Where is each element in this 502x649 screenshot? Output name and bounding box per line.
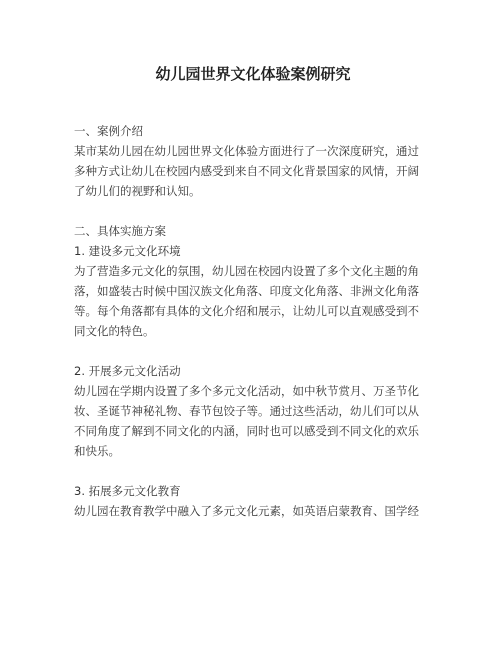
paragraph-line: 等。每个角落都有具体的文化介绍和展示，让幼儿可以直观感受到不 [74,304,419,318]
environment-paragraph [74,261,432,341]
subheading-environment: 1. 建设多元文化环境 [74,244,181,258]
paragraph-line: 为了营造多元文化的氛围，幼儿园在校园内设置了多个文化主题的角 [74,264,419,278]
activities-paragraph [74,381,432,461]
section-heading-plan: 二、具体实施方案 [74,224,166,238]
spacer [74,461,432,481]
education-paragraph [74,501,432,521]
paragraph-line: 多种方式让幼儿在校园内感受到来自不同文化背景国家的风情，开阔 [74,164,419,178]
paragraph-line: 落，如盛装古时候中国汉族文化角落、印度文化角落、非洲文化角落 [74,284,419,298]
subheading-activities: 2. 开展多元文化活动 [74,364,181,378]
paragraph-line: 幼儿园在教育教学中融入了多元文化元素，如英语启蒙教育、国学经 [74,504,419,518]
document-title: 幼儿园世界文化体验案例研究 [155,65,351,83]
subheading-education: 3. 拓展多元文化教育 [74,484,181,498]
spacer [74,341,432,361]
paragraph-line: 不同角度了解到不同文化的内涵，同时也可以感受到不同文化的欢乐 [74,424,419,438]
spacer [74,84,432,121]
paragraph-line: 某市某幼儿园在幼儿园世界文化体验方面进行了一次深度研究，通过 [74,144,419,158]
paragraph-line: 了幼儿们的视野和认知。 [74,184,201,198]
paragraph-line: 同文化的特色。 [74,324,155,338]
paragraph-line: 妆、圣诞节神秘礼物、春节包饺子等。通过这些活动，幼儿们可以从 [74,404,419,418]
paragraph-line: 和快乐。 [74,444,120,458]
intro-paragraph [74,141,432,201]
spacer [74,201,432,221]
paragraph-line: 幼儿园在学期内设置了多个多元文化活动，如中秋节赏月、万圣节化 [74,384,419,398]
section-heading-intro: 一、案例介绍 [74,124,143,138]
